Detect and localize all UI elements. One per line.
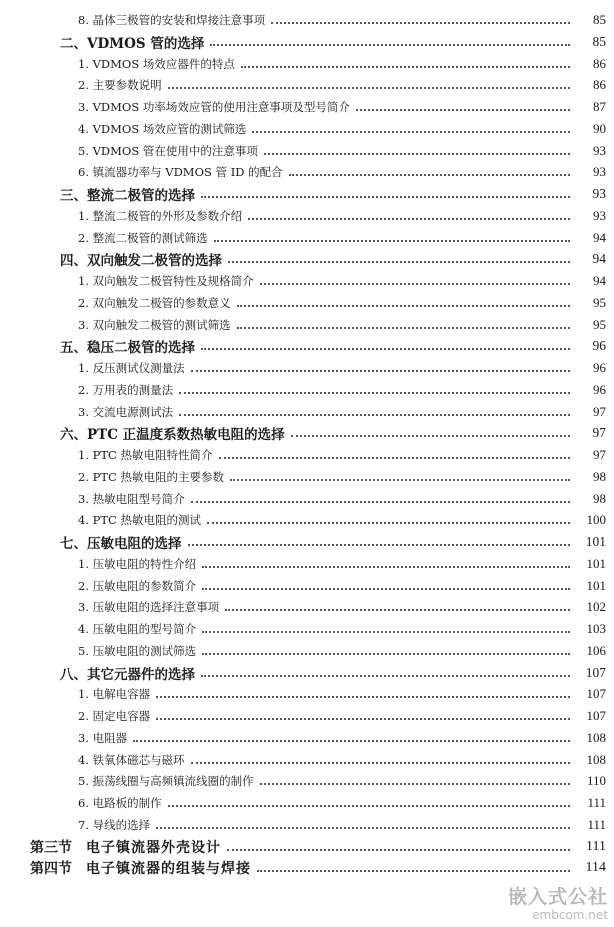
toc-entry-title: 2. 双向触发二极管的参数意义 (78, 295, 231, 310)
toc-entry-title: 1. 电解电容器 (78, 687, 151, 702)
dot-leader (133, 738, 570, 742)
toc-entry (0, 401, 614, 423)
toc-page-number: 94 (593, 229, 606, 245)
toc-page-number: 98 (593, 468, 606, 484)
dot-leader (260, 281, 570, 285)
dot-leader (219, 455, 571, 459)
toc-entry (0, 314, 614, 336)
toc-page-number: 93 (593, 164, 606, 180)
dot-leader (225, 607, 570, 611)
dot-leader (210, 42, 570, 46)
toc-page-number: 93 (592, 186, 606, 201)
toc-entry-title: 7. 导线的选择 (78, 817, 151, 832)
toc-page-number: 95 (593, 316, 606, 332)
dot-leader (271, 20, 570, 24)
toc-entry (0, 53, 614, 75)
dot-leader (356, 107, 570, 111)
toc-entry-title: 2. PTC 热敏电阻的主要参数 (78, 469, 224, 484)
toc-page-number: 96 (593, 360, 606, 375)
dot-leader (202, 651, 570, 655)
toc-section (0, 335, 614, 357)
toc-page-number: 111 (587, 795, 606, 810)
toc-entry-title: 三、整流二极管的选择 (60, 188, 195, 204)
toc-page-number: 94 (593, 273, 606, 288)
toc-entry (0, 9, 614, 31)
toc-entry-title: 4. 铁氧体磁芯与磁环 (78, 752, 185, 767)
toc-node-title: 电子镇流器的组装与焊接 (86, 861, 251, 878)
toc-entry (0, 227, 614, 249)
toc-page-number: 90 (593, 120, 606, 136)
dot-leader (156, 825, 570, 829)
toc-entry-title: 1. VDMOS 场效应器件的特点 (78, 56, 235, 71)
toc-entry-title: 1. PTC 热敏电阻特性简介 (78, 448, 213, 462)
toc-section (0, 422, 614, 444)
toc-entry-title: 3. VDMOS 功率场效应管的使用注意事项及型号简介 (78, 100, 350, 114)
toc-entry-title: 3. 压敏电阻的选择注意事项 (78, 600, 220, 615)
toc-entry-title: 七、压敏电阻的选择 (60, 536, 182, 552)
toc-page-number: 98 (593, 490, 606, 506)
toc-entry-title: 八、其它元器件的选择 (60, 666, 195, 683)
toc-entry-title: 4. PTC 热敏电阻的测试 (78, 513, 201, 528)
toc-entry (0, 379, 614, 401)
dot-leader (191, 760, 570, 764)
toc-entry (0, 553, 614, 575)
toc-page-number: 107 (586, 708, 606, 723)
toc-entry-title: 二、VDMOS 管的选择 (60, 35, 205, 52)
toc-node-title: 电子镇流器外壳设计 (86, 839, 221, 856)
watermark-cn: 嵌入式公社 (507, 886, 608, 909)
dot-leader (201, 194, 570, 198)
toc-page-number: 96 (593, 381, 606, 397)
toc-entry (0, 770, 614, 792)
toc-page-number: 100 (586, 512, 606, 528)
toc-entry-title: 1. 整流二极管的外形及参数介绍 (78, 208, 243, 223)
toc-entry (0, 205, 614, 227)
toc-entry-title: 2. 压敏电阻的参数简介 (78, 578, 197, 593)
toc-page-number: 97 (593, 447, 606, 462)
dot-leader (264, 151, 570, 155)
dot-leader (191, 368, 570, 372)
toc-node-number: 第四节 (30, 861, 72, 878)
toc-section (0, 248, 614, 270)
dot-leader (201, 346, 570, 350)
toc-page-number: 103 (586, 621, 606, 636)
toc-page-number: 96 (592, 338, 606, 354)
dot-leader (248, 216, 570, 220)
dot-leader (252, 129, 570, 133)
toc-entry (0, 640, 614, 662)
toc-entry (0, 792, 614, 814)
toc-page-number: 102 (586, 599, 606, 615)
toc-chapter-node (0, 857, 614, 879)
toc-entry-title: 3. 交流电源测试法 (78, 404, 174, 419)
dot-leader (179, 390, 570, 394)
dot-leader (188, 542, 571, 546)
toc-entry-title: 4. VDMOS 场效应管的测试筛选 (78, 121, 247, 136)
toc-entry-title: 6. 电路板的制作 (78, 796, 162, 810)
toc-page-number: 85 (593, 12, 606, 27)
toc-page-number: 107 (585, 664, 606, 680)
toc-page-number: 93 (593, 207, 606, 223)
toc-entry-title: 5. 振荡线圈与高频镇流线圈的制作 (78, 774, 254, 789)
toc-entry-title: 6. 镇流器功率与 VDMOS 管 ID 的配合 (78, 165, 283, 180)
toc-page-number: 94 (592, 251, 606, 267)
toc-page-number: 101 (586, 555, 606, 571)
toc-entry (0, 618, 614, 640)
toc-entry (0, 270, 614, 292)
toc-page-number: 93 (593, 142, 606, 158)
toc-entry-title: 2. 固定电容器 (78, 709, 151, 723)
watermark-en: embcom.net (532, 908, 608, 923)
toc-entry (0, 575, 614, 597)
toc-page-number: 101 (585, 534, 606, 549)
toc-page-number: 108 (586, 751, 606, 767)
toc-entry (0, 596, 614, 618)
toc-page-number: 107 (586, 686, 606, 702)
toc-entry (0, 161, 614, 183)
dot-leader (168, 803, 570, 807)
toc-page-number: 86 (593, 77, 606, 93)
toc-page-number: 85 (592, 33, 606, 49)
dot-leader (201, 673, 570, 677)
dot-leader (230, 477, 570, 481)
toc-entry (0, 118, 614, 140)
dot-leader (227, 847, 570, 851)
toc-entry-title: 5. VDMOS 管在使用中的注意事项 (78, 143, 258, 158)
toc-page-number: 111 (586, 838, 606, 854)
toc-entry-title: 2. 整流二极管的测试筛选 (78, 230, 208, 245)
dot-leader (291, 433, 570, 437)
toc-entry-title: 3. 双向触发二极管的测试筛选 (78, 317, 231, 332)
toc-entry (0, 683, 614, 705)
toc-entry (0, 74, 614, 96)
dot-leader (191, 499, 570, 503)
toc-section (0, 531, 614, 553)
dot-leader (202, 586, 570, 590)
dot-leader (260, 781, 570, 785)
toc-entry (0, 488, 614, 510)
toc-page-number: 114 (585, 860, 606, 876)
toc-page-number: 97 (592, 425, 606, 441)
dot-leader (179, 412, 570, 416)
toc-node-number: 第三节 (30, 839, 72, 856)
dot-leader (228, 259, 570, 263)
dot-leader (202, 629, 570, 633)
toc-entry (0, 466, 614, 488)
toc-entry-title: 五、稳压二极管的选择 (60, 340, 195, 357)
toc-page-number: 87 (593, 99, 606, 114)
dot-leader (156, 716, 570, 720)
toc-entry-title: 1. 双向触发二极管特性及规格简介 (78, 274, 254, 288)
dot-leader (257, 868, 570, 872)
dot-leader (241, 64, 570, 68)
dot-leader (237, 325, 570, 329)
toc-entry-title: 3. 热敏电阻型号简介 (78, 491, 185, 506)
toc-entry-title: 1. 压敏电阻的特性介绍 (78, 556, 197, 571)
toc-page-number: 95 (593, 294, 606, 310)
toc-page-number: 101 (586, 577, 606, 593)
toc-entry (0, 705, 614, 727)
toc-entry-title (0, 837, 221, 857)
toc-page-number: 97 (593, 403, 606, 419)
toc-entry-title: 2. 万用表的测量法 (78, 382, 174, 397)
toc-section (0, 183, 614, 205)
toc-entry-title: 四、双向触发二极管的选择 (60, 253, 222, 270)
watermark (508, 887, 608, 923)
toc-entry (0, 140, 614, 162)
toc-page-number: 111 (587, 816, 606, 832)
toc-entry-title: 5. 压敏电阻的测试筛选 (78, 643, 197, 658)
toc-section (0, 662, 614, 684)
toc-page-number: 86 (593, 55, 606, 71)
dot-leader (202, 564, 570, 568)
dot-leader (156, 694, 570, 698)
toc-entry (0, 749, 614, 771)
toc-chapter-node (0, 836, 614, 858)
dot-leader (237, 303, 570, 307)
toc-entry-title: 4. 压敏电阻的型号简介 (78, 622, 197, 636)
toc-entry-title: 3. 电阻器 (78, 730, 128, 745)
toc-entry (0, 727, 614, 749)
toc-entry-title: 1. 反压测试仪测量法 (78, 361, 185, 375)
toc-section (0, 31, 614, 53)
toc-entry (0, 444, 614, 466)
toc-entry (0, 509, 614, 531)
toc-entry (0, 96, 614, 118)
toc-entry (0, 357, 614, 379)
toc-entry-title: 2. 主要参数说明 (78, 78, 162, 93)
toc-page-number: 108 (586, 729, 606, 745)
toc-entry-title: 8. 晶体三极管的安装和焊接注意事项 (78, 13, 266, 27)
dot-leader (214, 238, 570, 242)
toc-entry (0, 292, 614, 314)
toc-page-number: 106 (586, 642, 606, 658)
dot-leader (207, 520, 570, 524)
toc-entry (0, 814, 614, 836)
dot-leader (289, 172, 570, 176)
dot-leader (168, 85, 570, 89)
toc-entry-title (0, 858, 251, 878)
toc-page-number: 110 (586, 773, 606, 789)
toc-entry-title: 六、PTC 正温度系数热敏电阻的选择 (60, 427, 285, 444)
